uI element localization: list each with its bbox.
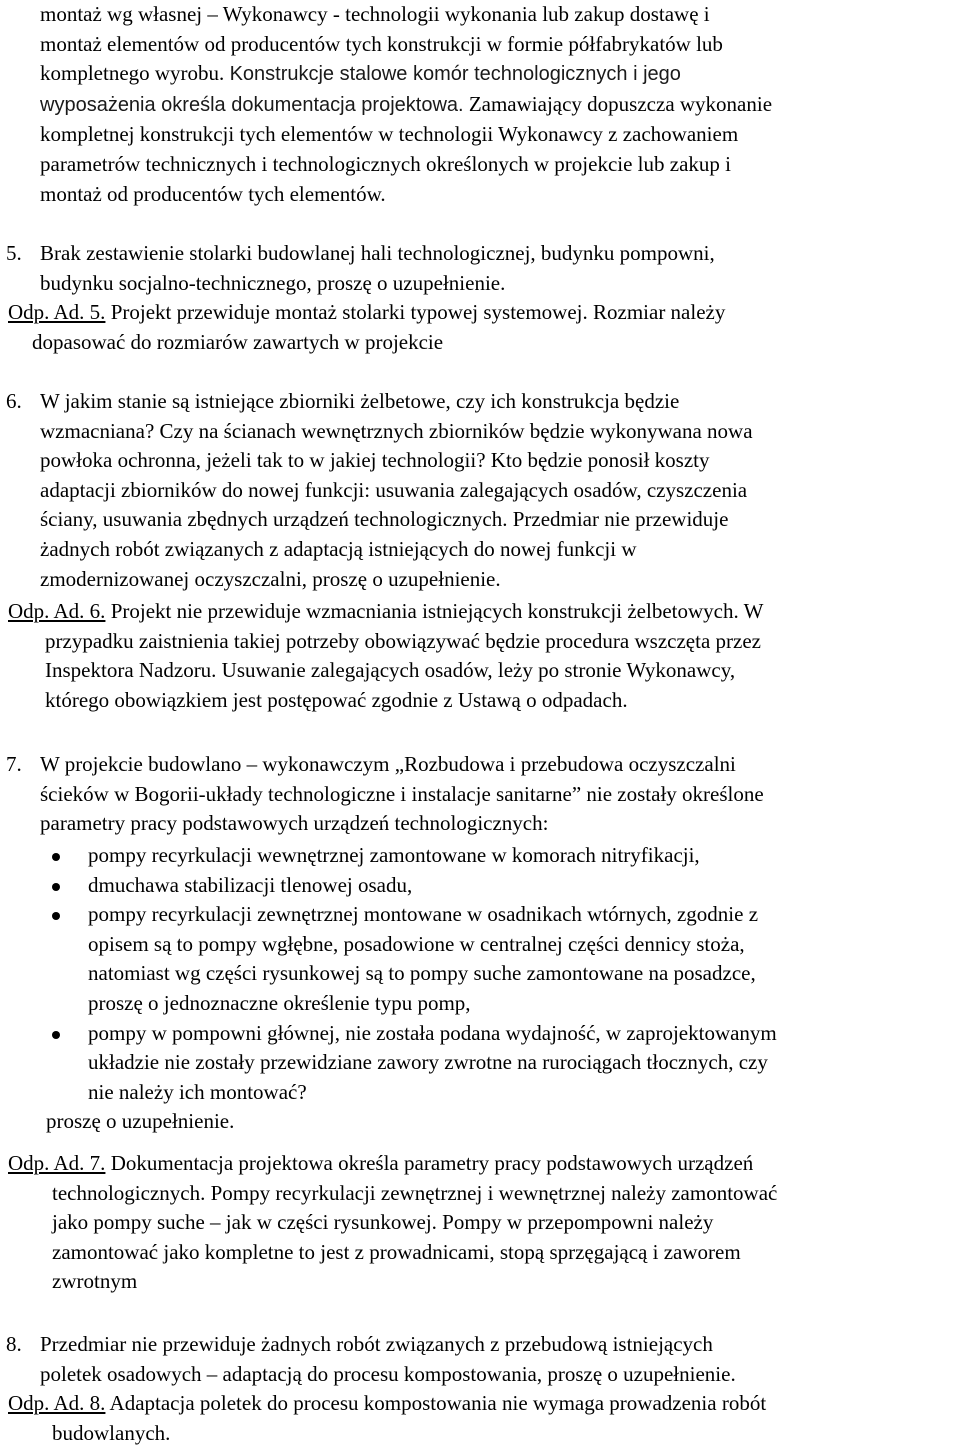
bullet-item bbox=[0, 871, 958, 901]
question-7-line-1: W projekcie budowlano – wykonawczym „Rozbudowa i przebudowa oczyszczalni bbox=[40, 752, 736, 776]
answer-5-line-1 bbox=[8, 298, 960, 328]
question-8-number: 8. bbox=[6, 1332, 22, 1356]
bullet-dot-icon bbox=[52, 853, 60, 861]
bullet-3-line-3: natomiast wg części rysunkowej są to pompy suche zamontowane na posadzce, bbox=[88, 961, 756, 986]
question-5-number: 5. bbox=[6, 241, 22, 265]
bullet-3-line-4: proszę o jednoznaczne określenie typu pomp, bbox=[88, 990, 471, 1015]
bullet-2-line-1: dmuchawa stabilizacji tlenowej osadu, bbox=[88, 872, 413, 897]
intro-line-4-serif: Zamawiający dopuszcza wykonanie bbox=[468, 91, 773, 116]
answer-7-text-1: Dokumentacja projektowa określa parametry pracy podstawowych urządzeń bbox=[110, 1151, 754, 1175]
answer-7-line-3: jako pompy suche – jak w części rysunkowej. Pompy w przepompowni należy bbox=[52, 1210, 714, 1235]
question-7-line-3: parametry pracy podstawowych urządzeń technologicznych: bbox=[40, 811, 549, 836]
answer-6-line-4: którego obowiązkiem jest postępować zgodnie z Ustawą o odpadach. bbox=[45, 687, 628, 712]
question-6-line-5: ściany, usuwania zbędnych urządzeń technologicznych. Przedmiar nie przewiduje bbox=[40, 507, 729, 532]
answer-7-label: Odp. Ad. 7. bbox=[8, 1151, 106, 1175]
answer-5 bbox=[0, 298, 960, 357]
question-7-closing: proszę o uzupełnienie. bbox=[46, 1109, 235, 1134]
bullet-4-line-3: nie należy ich montować? bbox=[88, 1079, 307, 1104]
question-8-line-2: poletek osadowych – adaptacją do procesu kompostowania, proszę o uzupełnienie. bbox=[40, 1361, 736, 1386]
intro-line-5: kompletnej konstrukcji tych elementów w technologii Wykonawcy z zachowaniem bbox=[40, 122, 739, 147]
bullet-3-line-2: opisem są to pompy wgłębne, posadowione w centralnej części dennicy stoża, bbox=[88, 931, 745, 956]
intro-line-4 bbox=[40, 90, 960, 121]
bullet-1-line-1: pompy recyrkulacji wewnętrznej zamontowane w komorach nitryfikacji, bbox=[88, 843, 700, 867]
bullet-dot-icon bbox=[52, 883, 60, 891]
intro-line-7: montaż od producentów tych elementów. bbox=[40, 181, 386, 206]
question-6-line-1: W jakim stanie są istniejące zbiorniki żelbetowe, czy ich konstrukcja będzie bbox=[40, 389, 680, 413]
answer-7-line-2: technologicznych. Pompy recyrkulacji zewnętrznej i wewnętrznej należy zamontować bbox=[52, 1180, 778, 1205]
answer-8-line-1 bbox=[8, 1389, 960, 1419]
bullet-3-line-1: pompy recyrkulacji zewnętrznej montowane w osadnikach wtórnych, zgodnie z bbox=[88, 902, 759, 927]
bullet-list bbox=[0, 841, 958, 1107]
question-6-line-4: adaptacji zbiorników do nowej funkcji: usuwania zalegających osadów, czyszczenia bbox=[40, 477, 748, 502]
intro-line-4-sans: wyposażenia określa dokumentacja projektowa. bbox=[40, 93, 464, 116]
bullet-item bbox=[0, 1019, 958, 1108]
answer-7-line-5: zwrotnym bbox=[52, 1269, 138, 1294]
intro-line-6: parametrów technicznych i technologicznych określonych w projekcie lub zakup i bbox=[40, 151, 731, 176]
answer-8 bbox=[0, 1389, 960, 1448]
answer-5-label: Odp. Ad. 5. bbox=[8, 300, 106, 324]
answer-8-label: Odp. Ad. 8. bbox=[8, 1391, 106, 1415]
answer-8-text-1: Adaptacja poletek do procesu kompostowania nie wymaga prowadzenia robót bbox=[109, 1391, 767, 1415]
question-7-line-2: ścieków w Bogorii-układy technologiczne i instalacje sanitarne” nie zostały określone bbox=[40, 781, 764, 806]
bullet-4-line-1: pompy w pompowni głównej, nie została podana wydajność, w zaprojektowanym bbox=[88, 1020, 777, 1045]
question-6-line-3: powłoka ochronna, jeżeli tak to w jakiej technologii? Kto będzie ponosił koszty bbox=[40, 448, 710, 473]
intro-paragraph bbox=[0, 0, 960, 209]
question-6-number: 6. bbox=[6, 389, 22, 413]
question-6 bbox=[0, 387, 960, 594]
question-5 bbox=[0, 239, 960, 298]
answer-6 bbox=[0, 597, 960, 715]
intro-line-3 bbox=[40, 59, 960, 90]
answer-6-text-1: Projekt nie przewiduje wzmacniania istniejących konstrukcji żelbetowych. W bbox=[110, 599, 764, 623]
question-7 bbox=[0, 750, 960, 839]
question-6-line-2: wzmacniana? Czy na ścianach wewnętrznych zbiorników będzie wykonywana nowa bbox=[40, 418, 753, 443]
question-6-line-6: żadnych robót związanych z adaptacją istniejących do nowej funkcji w bbox=[40, 536, 637, 561]
question-8-line-1: Przedmiar nie przewiduje żadnych robót związanych z przebudową istniejących bbox=[40, 1332, 713, 1356]
question-7-number: 7. bbox=[6, 752, 22, 776]
bullet-dot-icon bbox=[52, 1031, 60, 1039]
answer-6-label: Odp. Ad. 6. bbox=[8, 599, 106, 623]
answer-5-line-2: dopasować do rozmiarów zawartych w projekcie bbox=[32, 329, 444, 354]
question-7-bullets bbox=[0, 841, 958, 1137]
bullet-item bbox=[0, 900, 958, 1018]
question-5-line-1: Brak zestawienie stolarki budowlanej hali technologicznej, budynku pompowni, bbox=[40, 241, 715, 265]
answer-6-line-3: Inspektora Nadzoru. Usuwanie zalegających osadów, leży po stronie Wykonawcy, bbox=[45, 658, 736, 683]
answer-5-text-1: Projekt przewiduje montaż stolarki typowej systemowej. Rozmiar należy bbox=[110, 300, 726, 324]
answer-7-line-1 bbox=[8, 1149, 960, 1179]
intro-line-1: montaż wg własnej – Wykonawcy - technologii wykonania lub zakup dostawę i bbox=[40, 2, 710, 26]
answer-6-line-2: przypadku zaistnienia takiej potrzeby obowiązywać będzie procedura wszczęta przez bbox=[45, 628, 761, 653]
question-5-line-2: budynku socjalno-technicznego, proszę o uzupełnienie. bbox=[40, 270, 506, 295]
question-6-line-7: zmodernizowanej oczyszczalni, proszę o uzupełnienie. bbox=[40, 566, 501, 591]
answer-7 bbox=[0, 1149, 960, 1297]
answer-7-line-4: zamontować jako kompletne to jest z prowadnicami, stopą sprzęgającą i zaworem bbox=[52, 1239, 741, 1264]
intro-line-3-serif: kompletnego wyrobu. bbox=[40, 61, 225, 86]
question-8 bbox=[0, 1330, 960, 1389]
bullet-item bbox=[0, 841, 958, 871]
intro-line-3-sans: Konstrukcje stalowe komór technologicznych i jego bbox=[229, 63, 681, 86]
answer-8-line-2: budowlanych. bbox=[52, 1420, 171, 1445]
bullet-dot-icon bbox=[52, 912, 60, 920]
bullet-4-line-2: układzie nie zostały przewidziane zawory zwrotne na rurociągach tłocznych, czy bbox=[88, 1050, 768, 1075]
intro-line-2: montaż elementów od producentów tych konstrukcji w formie półfabrykatów lub bbox=[40, 31, 723, 56]
answer-6-line-1 bbox=[8, 597, 960, 627]
